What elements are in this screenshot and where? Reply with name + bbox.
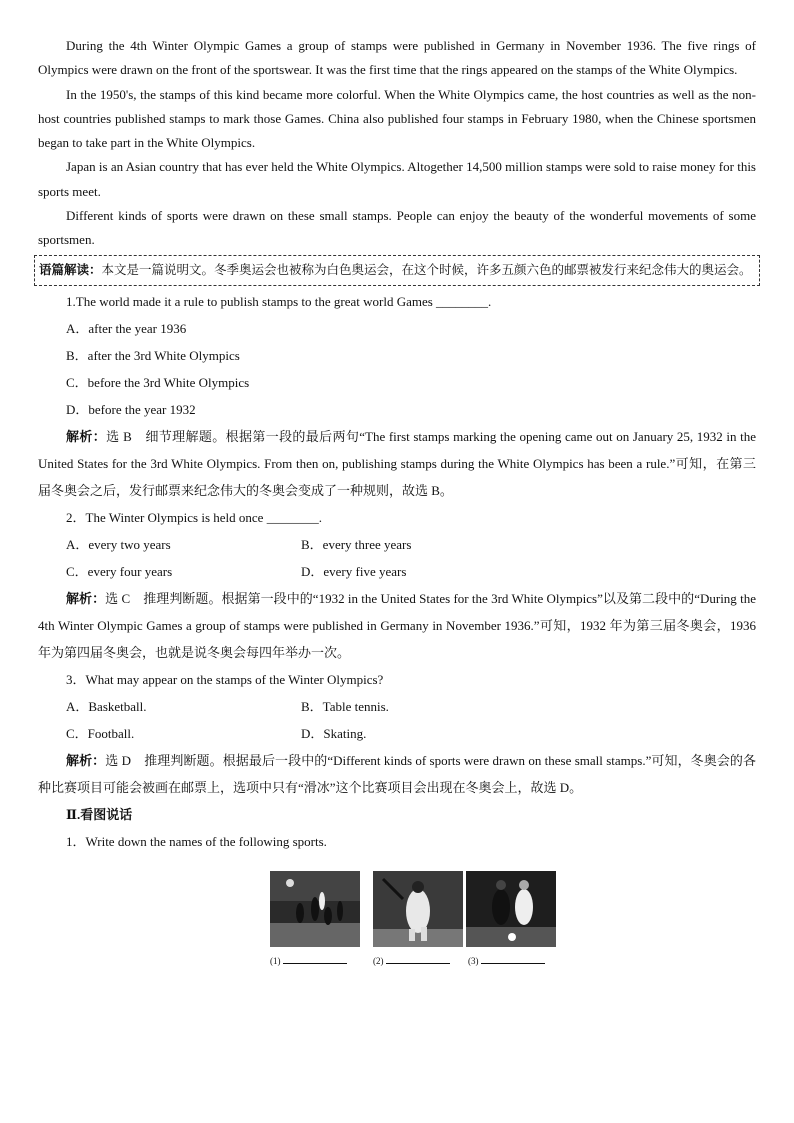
question-1-option-a[interactable]: A．after the year 1936	[66, 320, 187, 336]
question-1-explanation	[38, 423, 756, 504]
baseball-photo	[373, 871, 463, 947]
answer-blank-2[interactable]	[386, 955, 450, 964]
question-2-options-row-1	[38, 531, 756, 558]
caption-2	[373, 955, 463, 966]
passage-summary-box	[34, 255, 760, 286]
worksheet-page	[38, 34, 756, 855]
question-2-option-d[interactable]: D．every five years	[301, 563, 407, 579]
question-3-option-d[interactable]: D．Skating.	[301, 725, 367, 741]
explanation-text: 选 D 推理判断题。根据最后一段中的“Different kinds of sports were drawn on these small stamps.”可知，冬奥会的各种比赛项目可能会被画在邮票上，选项中只有“滑冰”这个比赛项目会出现在冬奥会上，故选 D。	[38, 752, 756, 795]
answer-blank-3[interactable]	[481, 955, 545, 964]
summary-text: 本文是一篇说明文。冬季奥运会也被称为白色奥运会，在这个时候，许多五颜六色的邮票被发行来纪念伟大的奥运会。	[101, 262, 752, 277]
passage-paragraph-4: Different kinds of sports were drawn on these small stamps. People can enjoy the beauty of the wonderful movements of some sportsmen.	[38, 208, 756, 248]
basketball-photo	[270, 871, 360, 947]
sports-images	[232, 871, 552, 981]
explanation-label: 解析：	[66, 428, 107, 444]
section-2-question-1: 1．Write down the names of the following sports.	[66, 833, 327, 849]
question-1-stem: 1.The world made it a rule to publish stamps to the great world Games ________.	[66, 293, 492, 309]
question-3-explanation	[38, 747, 756, 801]
question-2-option-a[interactable]: A．every two years	[66, 536, 171, 552]
explanation-label: 解析：	[66, 590, 106, 606]
explanation-label: 解析：	[66, 752, 106, 768]
caption-1	[270, 955, 360, 966]
passage-paragraph-2: In the 1950's, the stamps of this kind became more colorful. When the White Olympics came, the host countries as well as the non-host countries published stamps to mark those Games. China also published four stamps in February 1980, when the Chinese sportsmen began to take part in the White Olympics.	[38, 86, 756, 151]
question-1-option-c[interactable]: C．before the 3rd White Olympics	[66, 374, 250, 390]
question-3-options-row-1	[38, 693, 756, 720]
section-2-title: Ⅱ.看图说话	[66, 806, 133, 822]
passage-paragraph-3: Japan is an Asian country that has ever held the White Olympics. Altogether 14,500 million stamps were sold to raise money for this sports meet.	[38, 159, 756, 199]
question-3-stem: 3．What may appear on the stamps of the Winter Olympics?	[66, 671, 384, 687]
question-2-explanation	[38, 585, 756, 666]
caption-number: (1)	[270, 956, 281, 966]
caption-number: (3)	[468, 956, 479, 966]
caption-3	[468, 955, 558, 966]
answer-blank-1[interactable]	[283, 955, 347, 964]
explanation-text: 选 C 推理判断题。根据第一段中的“1932 in the United States for the 3rd White Olympics”以及第二段中的“During the 4th Winter Olympic Games a group of stamps were published in Germany in November 1936.”可知，1932 年为第三届冬奥会，1936 年为第四届冬奥会，也就是说冬奥会每四年举办一次。	[38, 590, 756, 660]
question-1-option-d[interactable]: D．before the year 1932	[66, 401, 196, 417]
question-3-option-a[interactable]: A．Basketball.	[66, 698, 147, 714]
question-3-options-row-2	[38, 720, 756, 747]
question-3-option-b[interactable]: B．Table tennis.	[301, 698, 389, 714]
question-2-options-row-2	[38, 558, 756, 585]
question-2-stem: 2．The Winter Olympics is held once ________.	[66, 509, 322, 525]
summary-label: 语篇解读：	[39, 262, 102, 277]
explanation-text: 选 B 细节理解题。根据第一段的最后两句“The first stamps marking the opening came out on January 25, 1932 in the United States for the 3rd White Olympics. From then on, publishing stamps during the White Olympics has been a rule.”可知，在第三届冬奥会之后，发行邮票来纪念伟大的冬奥会变成了一种规则，故选 B。	[38, 428, 756, 498]
question-1-option-b[interactable]: B．after the 3rd White Olympics	[66, 347, 240, 363]
caption-number: (2)	[373, 956, 384, 966]
football-photo	[466, 871, 556, 947]
passage-paragraph-1: During the 4th Winter Olympic Games a group of stamps were published in Germany in November 1936. The five rings of Olympics were drawn on the front of the sportswear. It was the first time that the rings appeared on the stamps of the White Olympics.	[38, 38, 756, 78]
question-3-option-c[interactable]: C．Football.	[66, 725, 135, 741]
question-2-option-c[interactable]: C．every four years	[66, 563, 173, 579]
question-2-option-b[interactable]: B．every three years	[301, 536, 412, 552]
